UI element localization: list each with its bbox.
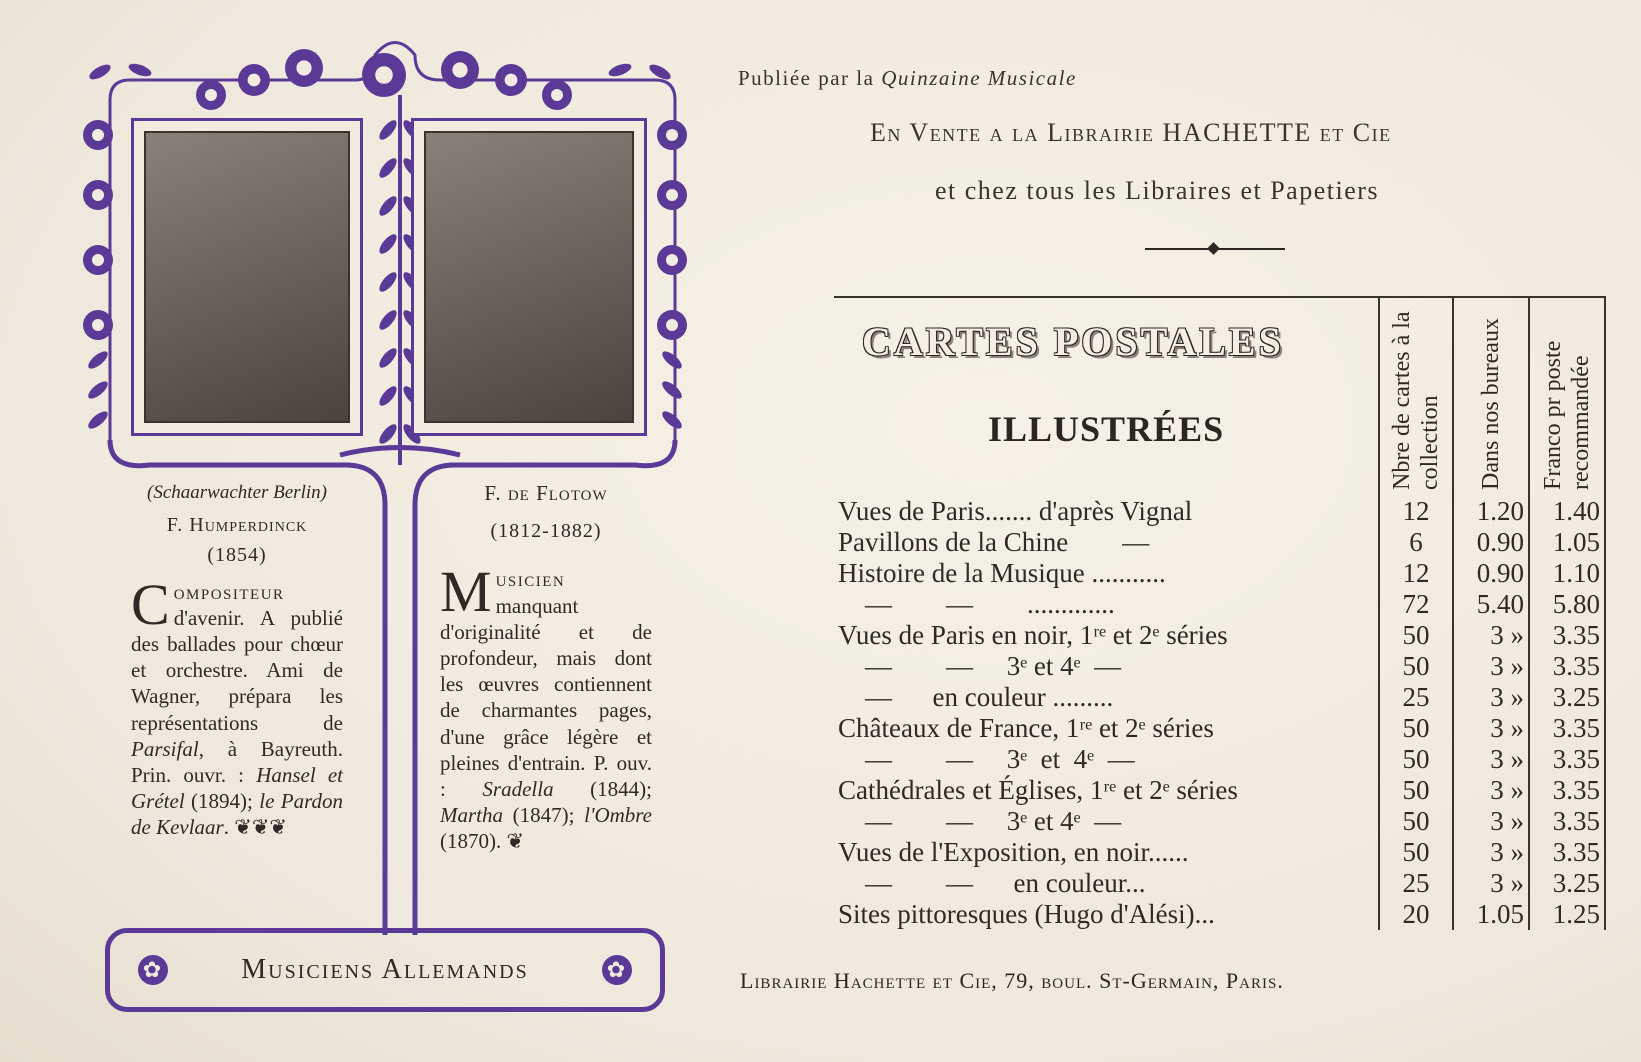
- bio-text: manquant d'originalité et de profondeur, mais dont les œuvres contiennent de charmantes pages, d'une grâce légère et pleines d'entrain. P. ouv. :: [440, 593, 652, 802]
- row-label: Châteaux de France, 1ʳᵉ et 2ᵉ séries: [838, 713, 1214, 743]
- row-label: Vues de Paris....... d'après Vignal: [838, 496, 1193, 526]
- post-price: 5.80: [1529, 589, 1605, 620]
- drop-cap: C: [131, 571, 170, 637]
- bio-text: , à Bayreuth. Prin. ouvr. :: [131, 736, 343, 788]
- sale-line: En Vente a la Librairie HACHETTE et Cie: [870, 118, 1392, 147]
- work-title: Hansel et Grétel: [131, 763, 343, 814]
- work-title: Martha: [440, 803, 503, 828]
- office-price: 3 »: [1453, 744, 1529, 775]
- table-row: [834, 713, 1605, 744]
- portrait-flotow: [411, 118, 647, 436]
- leaf-icon: [376, 156, 399, 181]
- card-count: 72: [1379, 589, 1453, 620]
- table-row: [834, 868, 1605, 899]
- card-count: 25: [1379, 868, 1453, 899]
- card-count: 6: [1379, 527, 1453, 558]
- composer-name: F. de Flotow: [484, 481, 608, 505]
- office-price: 0.90: [1453, 558, 1529, 589]
- bio-text: d'avenir. A publié des ballades pour chœur et orchestre. Ami de Wagner, prépara les représentations de: [131, 605, 343, 735]
- table-row: [834, 558, 1605, 589]
- bio-text: (1847);: [503, 803, 585, 828]
- office-price: 3 »: [1453, 775, 1529, 806]
- row-label: — en couleur .........: [838, 682, 1114, 712]
- work-title: l'Ombre: [584, 803, 652, 828]
- row-label: — — 3ᵉ et 4ᵉ —: [838, 806, 1122, 836]
- row-label: Vues de l'Exposition, en noir......: [838, 837, 1189, 867]
- card-count: 50: [1379, 651, 1453, 682]
- post-price: 3.35: [1529, 651, 1605, 682]
- table-row: [834, 806, 1605, 837]
- leaf-icon: [660, 378, 685, 401]
- leaf-icon: [376, 118, 399, 143]
- office-price: 3 »: [1453, 837, 1529, 868]
- office-price: 1.20: [1453, 496, 1529, 527]
- rosette-icon: ✿: [602, 955, 632, 985]
- bio-text: . ❦❦❦: [223, 815, 288, 840]
- row-label: — — .............: [838, 589, 1115, 619]
- header-post-price: Franco pr poste recommandée: [1540, 340, 1594, 490]
- row-label: Pavillons de la Chine —: [838, 527, 1150, 557]
- table-row: [834, 527, 1605, 558]
- publisher-prefix: Publiée par la: [738, 66, 875, 90]
- office-price: 3 »: [1453, 651, 1529, 682]
- table-row: [834, 837, 1605, 868]
- flotow-bio: [440, 480, 652, 855]
- composer-dates: (1812-1882): [490, 520, 602, 543]
- card-count: 50: [1379, 713, 1453, 744]
- post-price: 1.40: [1529, 496, 1605, 527]
- humperdinck-bio: [131, 480, 343, 841]
- work-title: Parsifal: [131, 736, 199, 761]
- office-price: 3 »: [1453, 868, 1529, 899]
- table-row: [834, 589, 1605, 620]
- leaf-icon: [87, 62, 113, 83]
- header-count: Nbre de cartes à la collection: [1389, 311, 1443, 490]
- sale-line-2: et chez tous les Libraires et Papetiers: [935, 176, 1380, 205]
- office-price: 3 »: [1453, 682, 1529, 713]
- office-price: 3 »: [1453, 806, 1529, 837]
- card-count: 50: [1379, 620, 1453, 651]
- portrait-humperdinck: [131, 118, 363, 436]
- price-table: [834, 296, 1606, 930]
- post-price: 3.35: [1529, 620, 1605, 651]
- row-label: Histoire de la Musique ...........: [838, 558, 1166, 588]
- leaf-icon: [376, 194, 399, 219]
- table-row: [834, 744, 1605, 775]
- leaf-icon: [86, 378, 111, 401]
- post-price: 3.25: [1529, 682, 1605, 713]
- title: CARTES POSTALES: [862, 319, 1284, 364]
- rosette-icon: ✿: [138, 955, 168, 985]
- leaf-icon: [376, 232, 399, 257]
- post-price: 3.35: [1529, 713, 1605, 744]
- leaf-icon: [660, 348, 685, 371]
- card-count: 12: [1379, 558, 1453, 589]
- card-count: 50: [1379, 775, 1453, 806]
- leaf-icon: [127, 61, 153, 79]
- leaf-icon: [86, 408, 111, 431]
- ornamental-divider: [1145, 248, 1285, 250]
- card-count: 50: [1379, 837, 1453, 868]
- leaf-icon: [376, 308, 399, 333]
- post-price: 1.25: [1529, 899, 1605, 930]
- lead-word: ompositeur: [173, 579, 285, 604]
- row-label: — — 3ᵉ et 4ᵉ —: [838, 651, 1122, 681]
- card-count: 20: [1379, 899, 1453, 930]
- footer-address: Librairie Hachette et Cie, 79, boul. St-Germain, Paris.: [740, 968, 1284, 993]
- row-label: — — 3ᵉ et 4ᵉ —: [838, 744, 1135, 774]
- leaf-icon: [86, 348, 111, 371]
- bio-text: (1894);: [184, 789, 260, 814]
- row-label: Cathédrales et Églises, 1ʳᵉ et 2ᵉ séries: [838, 775, 1238, 805]
- row-label: Sites pittoresques (Hugo d'Alési)...: [838, 899, 1215, 929]
- leaf-icon: [376, 346, 399, 371]
- post-price: 3.35: [1529, 806, 1605, 837]
- office-price: 3 »: [1453, 713, 1529, 744]
- table-row: [834, 775, 1605, 806]
- composer-name: F. Humperdinck: [166, 514, 308, 537]
- office-price: 1.05: [1453, 899, 1529, 930]
- bio-text: (1844);: [553, 777, 652, 802]
- card-count: 25: [1379, 682, 1453, 713]
- post-price: 3.35: [1529, 744, 1605, 775]
- photo-credit: (Schaarwachter Berlin): [147, 482, 327, 503]
- card-count: 12: [1379, 496, 1453, 527]
- leaf-icon: [376, 422, 399, 447]
- table-row: [834, 682, 1605, 713]
- leaf-icon: [607, 61, 633, 79]
- table-row: [834, 899, 1605, 930]
- row-label: Vues de Paris en noir, 1ʳᵉ et 2ᵉ séries: [838, 620, 1228, 650]
- table-row: [834, 620, 1605, 651]
- work-title: Sradella: [482, 777, 554, 802]
- subtitle: ILLUSTRÉES: [988, 409, 1225, 449]
- table-row: [834, 496, 1605, 527]
- composer-dates: (1854): [207, 544, 267, 567]
- office-price: 5.40: [1453, 589, 1529, 620]
- office-price: 3 »: [1453, 620, 1529, 651]
- banner-title: Musiciens Allemands: [241, 954, 529, 985]
- row-label: — — en couleur...: [838, 868, 1146, 898]
- post-price: 3.35: [1529, 775, 1605, 806]
- series-banner: [105, 928, 665, 1012]
- office-price: 0.90: [1453, 527, 1529, 558]
- post-price: 1.05: [1529, 527, 1605, 558]
- post-price: 3.35: [1529, 837, 1605, 868]
- table-row: [834, 651, 1605, 682]
- card-count: 50: [1379, 806, 1453, 837]
- leaf-icon: [376, 270, 399, 295]
- post-price: 1.10: [1529, 558, 1605, 589]
- header-office-price: Dans nos bureaux: [1478, 318, 1504, 490]
- publisher-name: Quinzaine Musicale: [881, 66, 1077, 90]
- lead-word: usicien: [495, 567, 566, 592]
- leaf-icon: [376, 384, 399, 409]
- drop-cap: M: [440, 559, 492, 625]
- publisher-line: [738, 66, 1077, 91]
- work-title: le Pardon de Kevlaar: [131, 789, 343, 840]
- post-price: 3.25: [1529, 868, 1605, 899]
- card-count: 50: [1379, 744, 1453, 775]
- leaf-icon: [660, 408, 685, 431]
- bio-text: (1870). ❦: [440, 829, 525, 854]
